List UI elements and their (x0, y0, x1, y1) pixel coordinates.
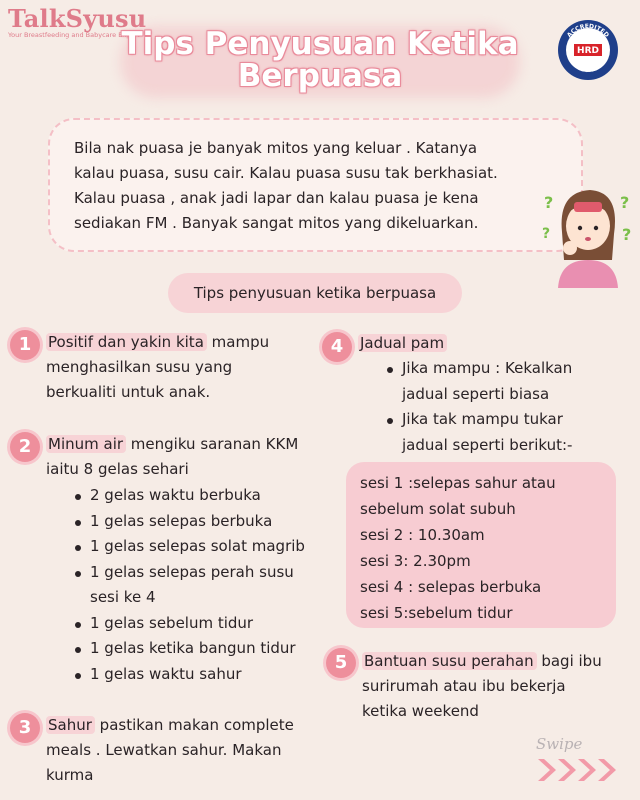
tip-2 (46, 432, 336, 482)
tip-number-2: 2 (10, 432, 40, 462)
confused-girl-icon (540, 178, 636, 288)
tip-2-line: iaitu 8 gelas sehari (46, 460, 189, 478)
list-item: 1 gelas selepas perah susu (72, 560, 332, 586)
tip-5-line: surirumah atau ibu bekerja (362, 677, 566, 695)
list-item-continuation: jadual seperti berikut:- (402, 435, 573, 454)
intro-box (48, 118, 583, 252)
badge-top-text: ACCREDITED (565, 22, 611, 39)
tip-3-highlight: Sahur (46, 716, 95, 734)
svg-text:?: ? (622, 225, 632, 244)
tips-heading: Tips penyusuan ketika berpuasa (168, 273, 462, 313)
list-item: 1 gelas selepas berbuka (72, 509, 332, 535)
pump-schedule-box (346, 462, 616, 628)
list-item-continuation: jadual seperti biasa (402, 384, 550, 403)
tip-3-rest: pastikan makan complete (94, 716, 294, 734)
tip-4 (358, 331, 608, 356)
session-line: sesi 5:sebelum tidur (360, 604, 513, 622)
badge-bottom-text: TRAINER (573, 62, 603, 75)
tip-number-1: 1 (10, 330, 40, 360)
tip-5-line: ketika weekend (362, 702, 479, 720)
intro-line: kalau puasa, susu cair. Kalau puasa susu tak berkhasiat. (74, 164, 498, 182)
tip-3-line: meals . Lewatkan sahur. Makan (46, 741, 282, 759)
tip-5-rest: bagi ibu (536, 652, 602, 670)
intro-line: sediakan FM . Banyak sangat mitos yang dikeluarkan. (74, 214, 479, 232)
tip-1-highlight: Positif dan yakin kita (46, 333, 207, 351)
session-line: sesi 2 : 10.30am (360, 526, 485, 544)
intro-line: Kalau puasa , anak jadi lapar dan kalau puasa je kena (74, 189, 479, 207)
tip-5-highlight: Bantuan susu perahan (362, 652, 537, 670)
brand-tagline: Your Breastfeeding and Babycare Expert (8, 31, 140, 39)
session-line: sesi 1 :selepas sahur atau (360, 474, 556, 492)
title-line-1: Tips Penyusuan Ketika (121, 26, 519, 62)
svg-text:?: ? (542, 226, 551, 242)
title-line-2: Berpuasa (237, 58, 403, 94)
tip-1-line: menghasilkan susu yang (46, 358, 233, 376)
tip-4-bullets (384, 356, 624, 458)
list-item: 1 gelas sebelum tidur (72, 611, 332, 637)
session-line: sebelum solat subuh (360, 500, 516, 518)
session-line: sesi 3: 2.30pm (360, 552, 471, 570)
tip-1-line: berkualiti untuk anak. (46, 383, 211, 401)
tip-number-3: 3 (10, 713, 40, 743)
list-item: Jika mampu : Kekalkan (384, 356, 624, 382)
list-item: 2 gelas waktu berbuka (72, 483, 332, 509)
tip-5 (362, 649, 632, 724)
swipe-label: Swipe (536, 735, 583, 753)
chevron-right-icon (536, 753, 626, 787)
svg-text:?: ? (620, 193, 630, 212)
svg-text:?: ? (544, 193, 554, 212)
tip-3 (46, 713, 336, 788)
list-item-continuation: sesi ke 4 (90, 588, 156, 606)
tip-1 (46, 330, 316, 405)
page-title (95, 28, 545, 92)
tip-4-highlight: Jadual pam (358, 334, 447, 352)
list-item: 1 gelas waktu sahur (72, 662, 332, 688)
tip-2-bullets (72, 483, 332, 687)
tip-1-rest: mampu (206, 333, 270, 351)
brand-name: TalkSyusu (8, 4, 147, 33)
list-item: 1 gelas selepas solat magrib (72, 534, 332, 560)
session-line: sesi 4 : selepas berbuka (360, 578, 542, 596)
tip-2-highlight: Minum air (46, 435, 126, 453)
tip-number-4: 4 (322, 332, 352, 362)
tip-3-line: kurma (46, 766, 94, 784)
list-item: Jika tak mampu tukar (384, 407, 624, 433)
list-item: 1 gelas ketika bangun tidur (72, 636, 332, 662)
intro-line: Bila nak puasa je banyak mitos yang keluar . Katanya (74, 139, 478, 157)
tip-number-5: 5 (326, 648, 356, 678)
accredited-badge-icon (556, 18, 620, 82)
tip-2-rest: mengiku saranan KKM (126, 435, 299, 453)
swipe-indicator[interactable] (536, 735, 626, 795)
badge-center-text: HRD (577, 46, 599, 56)
